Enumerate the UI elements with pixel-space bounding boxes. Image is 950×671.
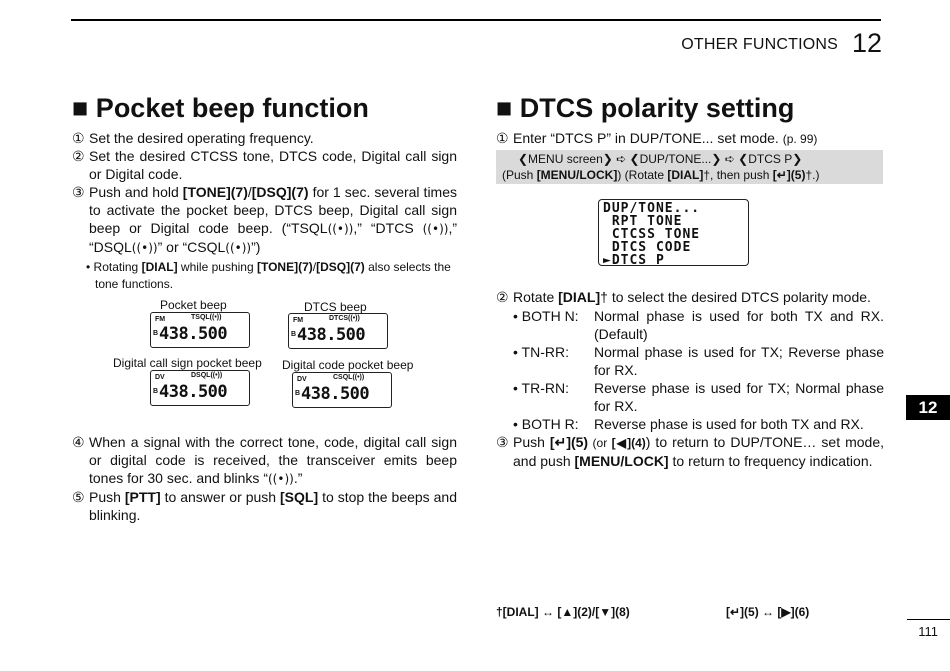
- step-number: ①: [72, 130, 85, 146]
- key-ptt: [PTT]: [124, 489, 161, 505]
- step-number: ②: [496, 289, 509, 305]
- display-caption: Digital code pocket beep: [282, 358, 414, 372]
- text: for 1 sec. several times to activate the pocket beep, DTCS beep, Digital call sign beep or Digital code beep. (“TSQL: [89, 184, 458, 236]
- text: Push and hold: [89, 184, 183, 200]
- text: ,” “DSQL: [89, 220, 457, 255]
- text: ,” “DTCS: [353, 220, 423, 236]
- frequency-readout: 438.500: [297, 325, 366, 345]
- display-caption: DTCS beep: [304, 300, 367, 314]
- step-4: [72, 433, 457, 488]
- text: †.): [805, 168, 820, 182]
- display-dsql-beep: [150, 370, 250, 406]
- text: to return to frequency indication.: [668, 453, 873, 469]
- polarity-term: • TN-RR:: [513, 344, 569, 360]
- beep-icon: ((•)): [225, 241, 252, 255]
- tone-indicator: DSQL((•)): [191, 372, 223, 379]
- key-menu-lock: [MENU/LOCK]: [574, 453, 669, 469]
- chapter-tab: 12: [906, 395, 950, 420]
- text: also selects the tone functions.: [95, 260, 451, 291]
- step-1: [72, 129, 457, 147]
- text: • Rotating: [86, 260, 142, 274]
- display-dtcs-beep: [288, 313, 388, 349]
- step-text: Enter “DTCS P” in DUP/TONE... set mode.: [513, 130, 779, 146]
- step-1: [496, 129, 884, 148]
- bank-indicator: B: [295, 390, 301, 397]
- lcd-dup-tone-menu: [598, 199, 749, 266]
- page-reference: (p. 99): [782, 132, 818, 146]
- key-sql: [SQL]: [280, 489, 319, 505]
- text: (Push: [502, 168, 537, 182]
- bank-indicator: B: [153, 388, 159, 395]
- bank-indicator: B: [153, 330, 159, 337]
- step-number: ⑤: [72, 489, 85, 505]
- key-enter: [↵](5): [549, 434, 589, 450]
- text: to stop the beeps and blinking.: [89, 489, 457, 523]
- text: (or: [588, 436, 612, 450]
- footnote-dial: †[DIAL] ↔ [▲](2)/[▼](8): [496, 605, 630, 619]
- tone-indicator: CSQL((•)): [333, 374, 365, 381]
- frequency-readout: 438.500: [159, 382, 228, 402]
- polarity-list: [496, 307, 884, 433]
- text: Push: [513, 434, 550, 450]
- key-enter: [↵](5): [772, 168, 806, 182]
- dtcs-step-1: [496, 129, 884, 148]
- step-3: [496, 433, 884, 470]
- polarity-desc: Normal phase is used for both TX and RX. (Default): [594, 308, 884, 342]
- beep-icon: ((•)): [131, 241, 158, 255]
- lcd-line: RPT TONE: [603, 214, 683, 229]
- step-number: ②: [72, 148, 85, 164]
- step-text: Set the desired operating frequency.: [89, 130, 314, 146]
- bottom-rule: [907, 619, 950, 620]
- menu-path: ❮MENU screen❯ ➪ ❮DUP/TONE...❯ ➪ ❮DTCS P❯: [518, 152, 803, 166]
- step-number: ①: [496, 130, 509, 146]
- page-number: 111: [918, 624, 938, 639]
- beep-icon: ((•)): [422, 222, 449, 236]
- text: while pushing: [177, 260, 257, 274]
- step-number: ③: [496, 434, 509, 450]
- heading-dtcs-polarity: ■ DTCS polarity setting: [496, 93, 795, 123]
- polarity-term: • BOTH R:: [513, 416, 579, 432]
- chapter-number: 12: [851, 28, 882, 58]
- lcd-line: CTCSS TONE: [603, 227, 701, 242]
- step-text: Set the desired CTCSS tone, DTCS code, Digital call sign or Digital code.: [89, 148, 457, 182]
- key-menu-lock: [MENU/LOCK]: [536, 168, 618, 182]
- display-pocket-beep: [150, 312, 250, 348]
- beep-icon: ((•)): [268, 472, 294, 486]
- step-2: [496, 288, 884, 306]
- key-dsq: [DSQ](7): [251, 184, 309, 200]
- polarity-desc: Reverse phase is used for TX; Normal phase for RX.: [594, 380, 884, 414]
- polarity-term: • BOTH N:: [513, 308, 579, 324]
- display-caption: Digital call sign pocket beep: [113, 356, 262, 370]
- text: ) (Rotate: [617, 168, 668, 182]
- step-number: ④: [72, 434, 85, 450]
- mode-indicator: DV: [155, 374, 165, 381]
- text: ” or “CSQL: [157, 239, 226, 255]
- key-tone: [TONE](7): [182, 184, 248, 200]
- frequency-readout: 438.500: [159, 324, 228, 344]
- key-dial: [DIAL]: [667, 168, 704, 182]
- mode-indicator: DV: [297, 376, 307, 383]
- display-csql-beep: [292, 372, 392, 408]
- step-2: [72, 147, 457, 183]
- lcd-line: DTCS CODE: [603, 240, 692, 255]
- text: When a signal with the correct tone, code, digital call sign or digital code is received, the transceiver emits beep tones for 30 sec. and blinks “: [89, 434, 457, 486]
- key-left: [◀](4): [611, 436, 646, 450]
- step-number: ③: [72, 184, 85, 200]
- lcd-line-selected: ►DTCS P: [603, 253, 665, 268]
- polarity-desc: Reverse phase is used for both TX and RX.: [594, 416, 864, 432]
- tone-indicator: TSQL((•)): [191, 314, 222, 321]
- text: ”): [251, 239, 261, 255]
- display-caption: Pocket beep: [160, 298, 227, 312]
- beep-icon: ((•)): [327, 222, 354, 236]
- bank-indicator: B: [291, 331, 297, 338]
- text: to answer or push: [160, 489, 281, 505]
- key-dsq: [DSQ](7): [316, 260, 365, 274]
- menu-path-instructions: [502, 167, 877, 183]
- pocket-beep-steps-cont: [72, 433, 457, 524]
- footnote-enter: [↵](5) ↔ [▶](6): [726, 605, 810, 619]
- step-5: [72, 488, 457, 524]
- key-dial: [DIAL]: [558, 289, 601, 305]
- text: Rotate: [513, 289, 559, 305]
- tone-indicator: DTCS((•)): [329, 315, 360, 322]
- section-title: OTHER FUNCTIONS: [681, 36, 838, 53]
- key-tone: [TONE](7): [256, 260, 313, 274]
- mode-indicator: FM: [155, 316, 166, 323]
- frequency-readout: 438.500: [301, 384, 370, 404]
- text: .”: [293, 470, 303, 486]
- lcd-line: DUP/TONE...: [603, 201, 701, 216]
- text: ) to return to DUP/TONE… set mode, and push: [513, 434, 884, 469]
- text: /: [312, 260, 317, 274]
- top-rule: [71, 19, 881, 21]
- step-3: [72, 183, 457, 257]
- pocket-beep-steps: [72, 129, 457, 293]
- text: Push: [89, 489, 125, 505]
- polarity-term: • TR-RN:: [513, 380, 569, 396]
- text: †, then push: [703, 168, 773, 182]
- key-dial: [DIAL]: [141, 260, 178, 274]
- text: † to select the desired DTCS polarity mode.: [600, 289, 871, 305]
- heading-pocket-beep: ■ Pocket beep function: [72, 93, 369, 123]
- note: [72, 259, 457, 293]
- dtcs-steps-cont: [496, 288, 884, 470]
- mode-indicator: FM: [293, 317, 304, 324]
- polarity-desc: Normal phase is used for TX; Reverse phase for RX.: [594, 344, 884, 378]
- menu-path-box: [496, 150, 883, 184]
- text: /: [247, 184, 252, 200]
